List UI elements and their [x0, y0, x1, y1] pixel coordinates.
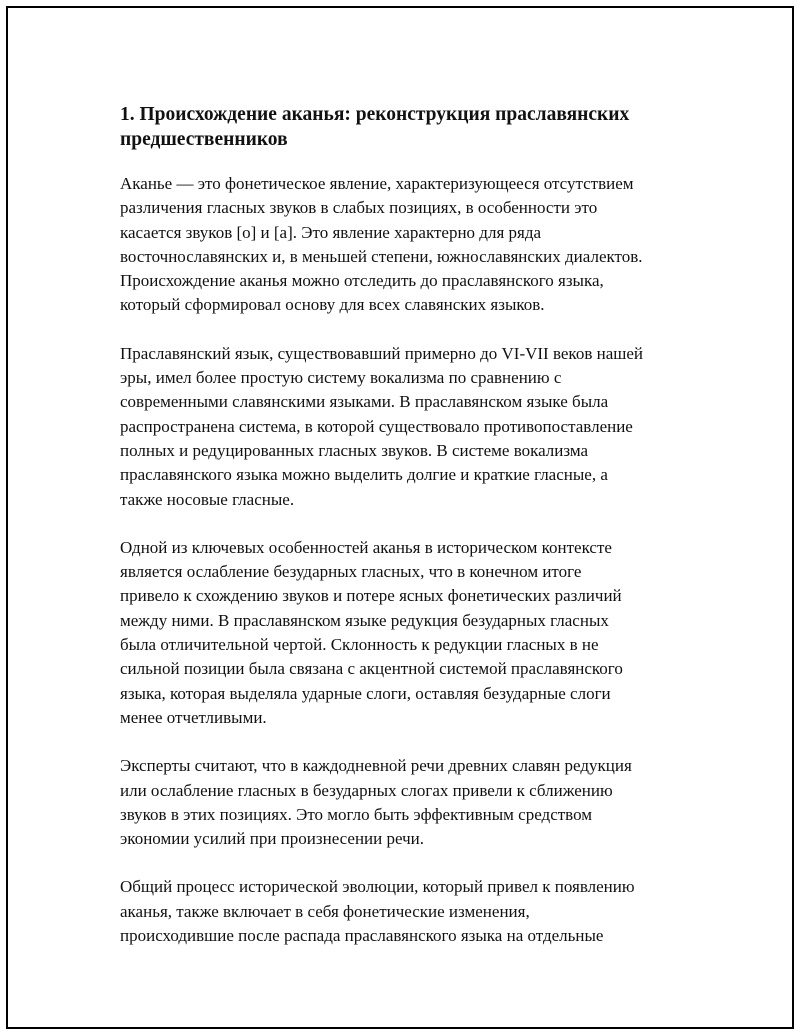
document-body — [120, 102, 700, 972]
text-line: или ослабление гласных в безударных слогах привели к сближению — [120, 780, 613, 800]
text-line: также носовые гласные. — [120, 489, 295, 509]
text-line: современными славянскими языками. В праславянском языке была — [120, 392, 609, 412]
text-line: праславянского языка можно выделить долгие и краткие гласные, а — [120, 465, 608, 485]
heading-line: предшественников — [120, 129, 288, 150]
text-line: между ними. В праславянском языке редукция безударных гласных — [120, 610, 609, 630]
text-line: Общий процесс исторической эволюции, который привел к появлению — [120, 877, 635, 897]
section-heading — [120, 102, 700, 152]
paragraph — [120, 342, 700, 512]
text-line: сильной позиции была связана с акцентной системой праславянского — [120, 659, 623, 679]
text-line: Происхождение аканья можно отследить до праславянского языка, — [120, 271, 604, 291]
text-line: менее отчетливыми. — [120, 707, 267, 727]
text-line: различения гласных звуков в слабых позициях, в особенности это — [120, 198, 598, 218]
text-line: привело к схождению звуков и потере ясных фонетических различий — [120, 586, 622, 606]
text-line: была отличительной чертой. Склонность к редукции гласных в не — [120, 635, 599, 655]
text-line: который сформировал основу для всех славянских языков. — [120, 295, 545, 315]
text-line: происходившие после распада праславянского языка на отдельные — [120, 926, 604, 946]
text-line: полных и редуцированных гласных звуков. В системе вокализма — [120, 440, 589, 460]
text-line: Одной из ключевых особенностей аканья в историческом контексте — [120, 537, 612, 557]
text-line: Аканье — это фонетическое явление, характеризующееся отсутствием — [120, 174, 634, 193]
text-line: восточнославянских и, в меньшей степени, южнославянских диалектов. — [120, 246, 643, 266]
text-line: аканья, также включает в себя фонетические изменения, — [120, 901, 530, 921]
text-line: языка, которая выделяла ударные слоги, оставляя безударные слоги — [120, 683, 611, 703]
text-line: экономии усилий при произнесении речи. — [120, 829, 425, 849]
text-line: эры, имел более простую систему вокализма по сравнению с — [120, 368, 562, 388]
text-line: распространена система, в которой существовало противопоставление — [120, 416, 633, 436]
text-line: звуков в этих позициях. Это могло быть эффективным средством — [120, 804, 593, 824]
text-line: Эксперты считают, что в каждодневной речи древних славян редукция — [120, 756, 632, 776]
paragraph — [120, 536, 700, 730]
paragraph — [120, 875, 700, 948]
paragraph — [120, 754, 700, 851]
paragraph — [120, 172, 700, 318]
text-line: является ослабление безударных гласных, что в конечном итоге — [120, 562, 582, 582]
page-frame — [6, 6, 794, 1029]
text-line: касается звуков [о] и [а]. Это явление характерно для ряда — [120, 222, 542, 242]
text-line: Праславянский язык, существовавший примерно до VI-VII веков нашей — [120, 343, 643, 363]
heading-line: 1. Происхождение аканья: реконструкция праславянских — [120, 104, 630, 125]
